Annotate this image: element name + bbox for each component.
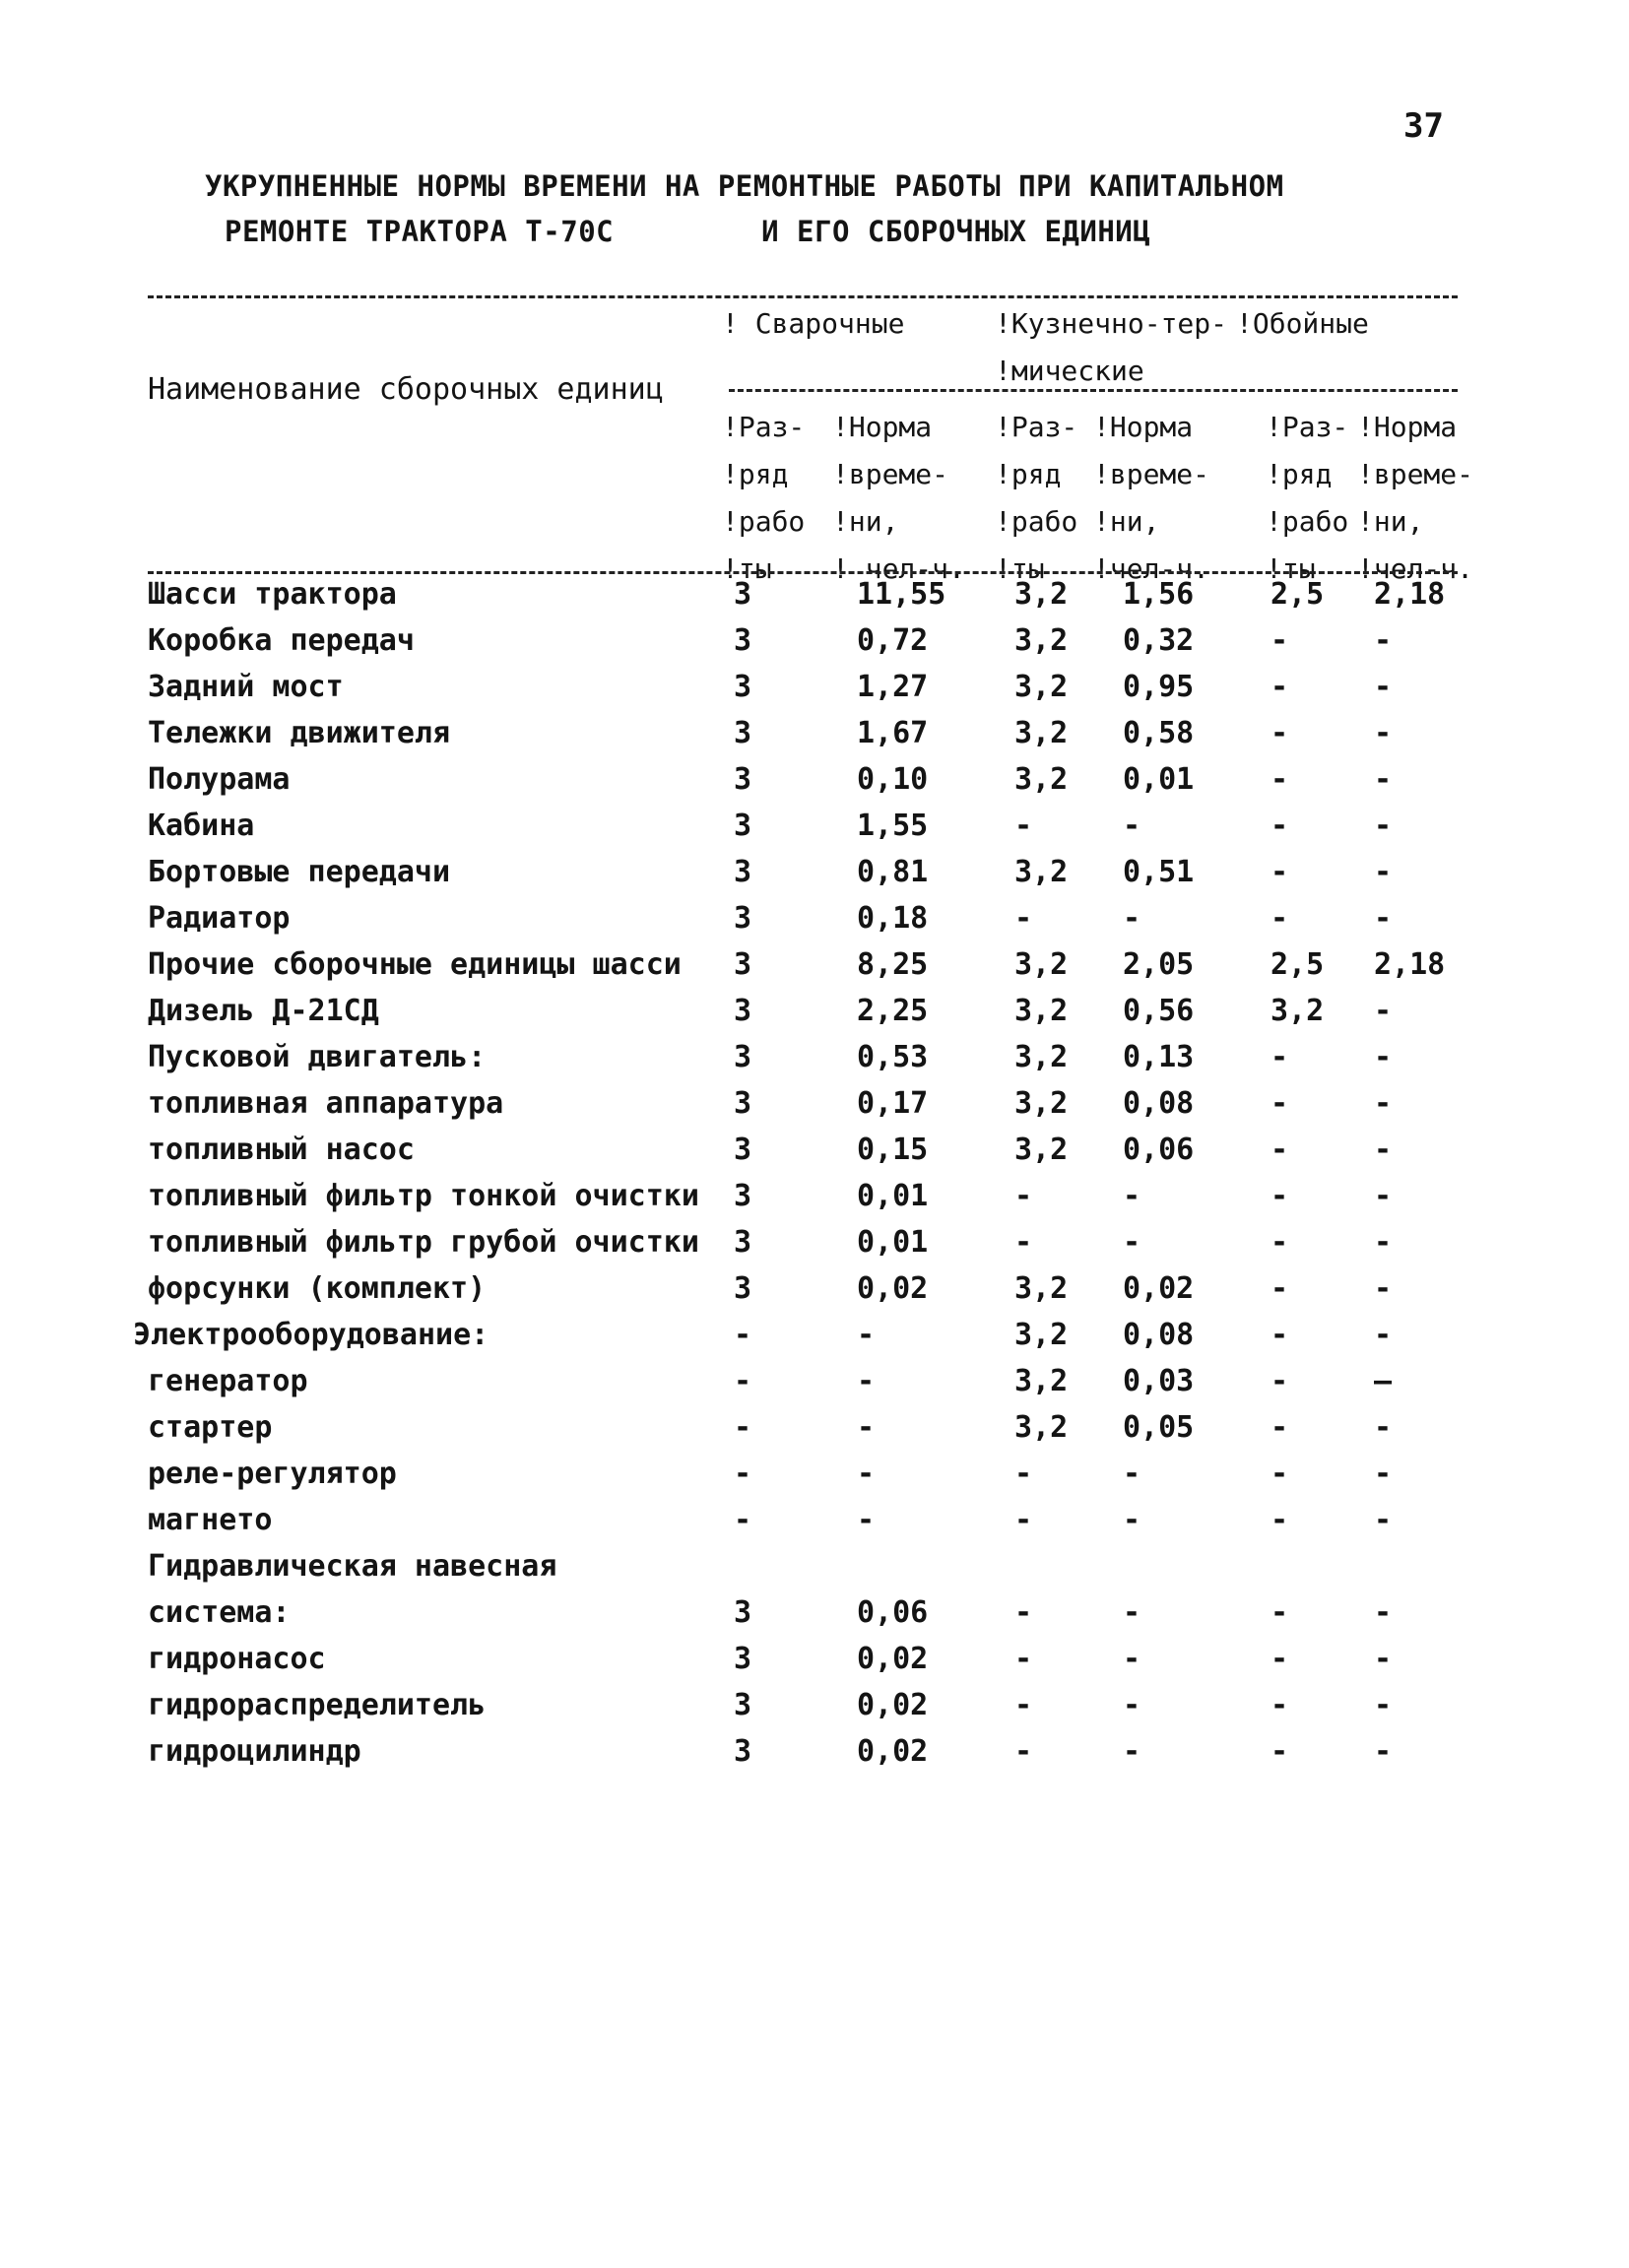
upholstery-grade: 2,5: [1271, 577, 1325, 612]
header-name-column: Наименование сборочных единиц: [148, 372, 664, 407]
forging-grade: 3,2: [1014, 1086, 1069, 1121]
document-title-line2: [225, 215, 1629, 248]
welding-grade: 3: [734, 994, 752, 1028]
upholstery-norm: 2,18: [1374, 577, 1446, 612]
forging-norm: 1,56: [1123, 577, 1195, 612]
forging-grade: 3,2: [1014, 577, 1069, 612]
row-name: Дизель Д-21СД: [148, 994, 379, 1028]
forging-norm: 0,13: [1123, 1040, 1195, 1074]
upholstery-grade: -: [1271, 1410, 1289, 1445]
forging-grade: 3,2: [1014, 762, 1069, 797]
table-row: [0, 901, 1629, 947]
welding-norm: 0,01: [857, 1179, 929, 1213]
table-row: [0, 716, 1629, 762]
forging-norm: 0,32: [1123, 623, 1195, 658]
welding-grade: 3: [734, 809, 752, 843]
forging-grade: 3,2: [1014, 623, 1069, 658]
header-norm-2: !Норма !време- !ни, !чел-ч.: [1093, 411, 1210, 585]
row-name: Бортовые передачи: [148, 855, 451, 889]
table-row: [0, 1086, 1629, 1133]
row-name: Задний мост: [148, 670, 344, 704]
welding-grade: 3: [734, 1179, 752, 1213]
forging-grade: 3,2: [1014, 1040, 1069, 1074]
forging-norm: 0,05: [1123, 1410, 1195, 1445]
upholstery-norm: -: [1374, 716, 1393, 750]
welding-norm: -: [857, 1457, 876, 1491]
welding-grade: -: [734, 1364, 752, 1398]
table-row: [0, 1318, 1629, 1364]
upholstery-grade: -: [1271, 1040, 1289, 1074]
forging-grade: -: [1014, 1503, 1033, 1537]
welding-norm: -: [857, 1318, 876, 1352]
table-row: [0, 623, 1629, 670]
welding-norm: 0,18: [857, 901, 929, 936]
forging-norm: 0,08: [1123, 1086, 1195, 1121]
forging-norm: -: [1123, 1595, 1141, 1630]
table-row: [0, 1364, 1629, 1410]
upholstery-norm: -: [1374, 623, 1393, 658]
welding-norm: 0,02: [857, 1271, 929, 1306]
forging-grade: -: [1014, 1225, 1033, 1260]
welding-grade: 3: [734, 623, 752, 658]
forging-grade: -: [1014, 901, 1033, 936]
table-row: [0, 1595, 1629, 1642]
welding-norm: -: [857, 1364, 876, 1398]
forging-grade: 3,2: [1014, 855, 1069, 889]
row-name: гидрораспределитель: [148, 1688, 487, 1722]
forging-grade: -: [1014, 1179, 1033, 1213]
welding-norm: 0,06: [857, 1595, 929, 1630]
table-row: [0, 1688, 1629, 1734]
forging-norm: 0,01: [1123, 762, 1195, 797]
row-name: реле-регулятор: [148, 1457, 397, 1491]
welding-norm: -: [857, 1410, 876, 1445]
forging-norm: 0,02: [1123, 1271, 1195, 1306]
table-row: [0, 1271, 1629, 1318]
upholstery-grade: -: [1271, 1225, 1289, 1260]
welding-norm: 2,25: [857, 994, 929, 1028]
header-group-rule: [729, 389, 1458, 392]
table-row: [0, 947, 1629, 994]
table-row: [0, 1179, 1629, 1225]
upholstery-norm: -: [1374, 1457, 1393, 1491]
table-row: [0, 670, 1629, 716]
welding-grade: 3: [734, 1271, 752, 1306]
page-number: 37: [1403, 106, 1444, 146]
row-name: магнето: [148, 1503, 273, 1537]
upholstery-norm: -: [1374, 809, 1393, 843]
welding-norm: 0,15: [857, 1133, 929, 1167]
row-name: Тележки движителя: [148, 716, 451, 750]
forging-grade: 3,2: [1014, 716, 1069, 750]
welding-grade: 3: [734, 1595, 752, 1630]
welding-norm: 0,17: [857, 1086, 929, 1121]
row-name: Электрооборудование:: [133, 1318, 489, 1352]
upholstery-norm: -: [1374, 1410, 1393, 1445]
welding-norm: 0,53: [857, 1040, 929, 1074]
row-name: Прочие сборочные единицы шасси: [148, 947, 682, 982]
row-name: Кабина: [148, 809, 255, 843]
forging-norm: 0,06: [1123, 1133, 1195, 1167]
header-norm-1: !Норма !време- !ни, ! чел-ч.: [832, 411, 965, 585]
table-row: [0, 1503, 1629, 1549]
header-grade-2: !Раз- !ряд !рабо !ты: [995, 411, 1078, 585]
forging-grade: -: [1014, 1595, 1033, 1630]
forging-norm: 0,58: [1123, 716, 1195, 750]
welding-norm: 0,02: [857, 1642, 929, 1676]
table-row: [0, 1734, 1629, 1781]
upholstery-grade: -: [1271, 1734, 1289, 1769]
table-row: [0, 577, 1629, 623]
forging-norm: -: [1123, 1688, 1141, 1722]
welding-grade: 3: [734, 1734, 752, 1769]
upholstery-grade: -: [1271, 1133, 1289, 1167]
forging-norm: 0,03: [1123, 1364, 1195, 1398]
forging-grade: 3,2: [1014, 1410, 1069, 1445]
forging-grade: 3,2: [1014, 670, 1069, 704]
upholstery-norm: -: [1374, 1225, 1393, 1260]
welding-norm: -: [857, 1503, 876, 1537]
welding-norm: 11,55: [857, 577, 946, 612]
row-name: топливный фильтр грубой очистки: [148, 1225, 699, 1260]
table-row: [0, 809, 1629, 855]
welding-grade: 3: [734, 1040, 752, 1074]
upholstery-grade: -: [1271, 901, 1289, 936]
welding-grade: 3: [734, 1086, 752, 1121]
row-name: гидронасос: [148, 1642, 326, 1676]
welding-grade: -: [734, 1457, 752, 1491]
header-group-forging-cont: !мические: [995, 355, 1144, 387]
forging-grade: 3,2: [1014, 947, 1069, 982]
welding-norm: 1,67: [857, 716, 929, 750]
welding-grade: 3: [734, 1688, 752, 1722]
forging-grade: 3,2: [1014, 1271, 1069, 1306]
table-row: [0, 762, 1629, 809]
header-grade-1: !Раз- !ряд !рабо !ты: [722, 411, 806, 585]
upholstery-grade: -: [1271, 1688, 1289, 1722]
document-title-line1: УКРУПНЕННЫЕ НОРМЫ ВРЕМЕНИ НА РЕМОНТНЫЕ РАБОТЫ ПРИ КАПИТАЛЬНОМ: [205, 169, 1284, 203]
table-row: [0, 994, 1629, 1040]
upholstery-norm: -: [1374, 1734, 1393, 1769]
row-name: Шасси трактора: [148, 577, 397, 612]
table-row: [0, 1642, 1629, 1688]
welding-norm: 0,02: [857, 1688, 929, 1722]
upholstery-grade: -: [1271, 670, 1289, 704]
header-group-welding: ! Сварочные: [722, 307, 905, 340]
upholstery-grade: -: [1271, 762, 1289, 797]
forging-grade: -: [1014, 1457, 1033, 1491]
welding-grade: 3: [734, 1642, 752, 1676]
row-name: гидроцилиндр: [148, 1734, 361, 1769]
upholstery-grade: -: [1271, 1179, 1289, 1213]
upholstery-norm: -: [1374, 994, 1393, 1028]
upholstery-grade: -: [1271, 1457, 1289, 1491]
row-name: генератор: [148, 1364, 308, 1398]
welding-norm: 0,10: [857, 762, 929, 797]
row-name: топливная аппаратура: [148, 1086, 504, 1121]
forging-norm: -: [1123, 1642, 1141, 1676]
forging-grade: -: [1014, 1734, 1033, 1769]
upholstery-grade: -: [1271, 623, 1289, 658]
row-name: Пусковой двигатель:: [148, 1040, 487, 1074]
welding-grade: 3: [734, 716, 752, 750]
upholstery-norm: -: [1374, 1271, 1393, 1306]
upholstery-grade: -: [1271, 855, 1289, 889]
header-group-upholstery: !Обойные: [1236, 307, 1369, 340]
upholstery-norm: -: [1374, 855, 1393, 889]
upholstery-norm: —: [1374, 1364, 1393, 1398]
row-name: топливный насос: [148, 1133, 415, 1167]
upholstery-norm: -: [1374, 1503, 1393, 1537]
row-name: форсунки (комплект): [148, 1271, 487, 1306]
row-name: Радиатор: [148, 901, 291, 936]
table-body: [0, 577, 1629, 1781]
row-name: топливный фильтр тонкой очистки: [148, 1179, 699, 1213]
forging-grade: -: [1014, 809, 1033, 843]
table-row: [0, 1410, 1629, 1457]
title-part-b: И ЕГО СБОРОЧНЫХ ЕДИНИЦ: [761, 215, 1151, 248]
welding-norm: 0,81: [857, 855, 929, 889]
welding-grade: 3: [734, 947, 752, 982]
welding-norm: 0,02: [857, 1734, 929, 1769]
header-grade-3: !Раз- !ряд !рабо !ты: [1266, 411, 1349, 585]
forging-norm: -: [1123, 1179, 1141, 1213]
table-row: [0, 1549, 1629, 1595]
welding-norm: 0,72: [857, 623, 929, 658]
header-group-forging: !Кузнечно-тер-: [995, 307, 1228, 340]
welding-norm: 1,27: [857, 670, 929, 704]
forging-grade: 3,2: [1014, 1364, 1069, 1398]
forging-grade: 3,2: [1014, 994, 1069, 1028]
upholstery-grade: -: [1271, 1086, 1289, 1121]
upholstery-grade: -: [1271, 1642, 1289, 1676]
forging-norm: -: [1123, 1225, 1141, 1260]
table-top-rule: [148, 295, 1458, 298]
header-bottom-rule: [148, 571, 1458, 574]
row-name: стартер: [148, 1410, 273, 1445]
upholstery-norm: -: [1374, 1688, 1393, 1722]
upholstery-norm: -: [1374, 1642, 1393, 1676]
welding-norm: 8,25: [857, 947, 929, 982]
welding-grade: -: [734, 1503, 752, 1537]
upholstery-norm: -: [1374, 1086, 1393, 1121]
row-name: система:: [148, 1595, 291, 1630]
welding-grade: 3: [734, 1225, 752, 1260]
forging-norm: 0,51: [1123, 855, 1195, 889]
upholstery-grade: -: [1271, 1318, 1289, 1352]
upholstery-norm: -: [1374, 1318, 1393, 1352]
upholstery-grade: 3,2: [1271, 994, 1325, 1028]
forging-norm: -: [1123, 809, 1141, 843]
forging-grade: -: [1014, 1688, 1033, 1722]
welding-grade: 3: [734, 762, 752, 797]
row-name: Коробка передач: [148, 623, 415, 658]
upholstery-grade: -: [1271, 1503, 1289, 1537]
header-norm-3: !Норма !време- !ни, !чел-ч.: [1357, 411, 1474, 585]
upholstery-grade: -: [1271, 1364, 1289, 1398]
forging-norm: -: [1123, 1503, 1141, 1537]
table-row: [0, 855, 1629, 901]
table-row: [0, 1040, 1629, 1086]
row-name: Полурама: [148, 762, 291, 797]
forging-grade: 3,2: [1014, 1133, 1069, 1167]
upholstery-norm: -: [1374, 1595, 1393, 1630]
upholstery-norm: 2,18: [1374, 947, 1446, 982]
forging-norm: 2,05: [1123, 947, 1195, 982]
welding-norm: 0,01: [857, 1225, 929, 1260]
welding-grade: -: [734, 1318, 752, 1352]
table-row: [0, 1133, 1629, 1179]
forging-norm: 0,08: [1123, 1318, 1195, 1352]
upholstery-grade: -: [1271, 1271, 1289, 1306]
welding-grade: 3: [734, 855, 752, 889]
forging-norm: -: [1123, 1457, 1141, 1491]
welding-grade: 3: [734, 901, 752, 936]
upholstery-grade: 2,5: [1271, 947, 1325, 982]
welding-grade: 3: [734, 1133, 752, 1167]
row-name: Гидравлическая навесная: [148, 1549, 557, 1584]
welding-grade: -: [734, 1410, 752, 1445]
upholstery-grade: -: [1271, 716, 1289, 750]
forging-norm: -: [1123, 1734, 1141, 1769]
welding-grade: 3: [734, 670, 752, 704]
forging-grade: -: [1014, 1642, 1033, 1676]
forging-norm: -: [1123, 901, 1141, 936]
forging-grade: 3,2: [1014, 1318, 1069, 1352]
welding-norm: 1,55: [857, 809, 929, 843]
upholstery-grade: -: [1271, 1595, 1289, 1630]
upholstery-grade: -: [1271, 809, 1289, 843]
upholstery-norm: -: [1374, 1179, 1393, 1213]
upholstery-norm: -: [1374, 901, 1393, 936]
forging-norm: 0,56: [1123, 994, 1195, 1028]
upholstery-norm: -: [1374, 670, 1393, 704]
forging-norm: 0,95: [1123, 670, 1195, 704]
upholstery-norm: -: [1374, 1040, 1393, 1074]
upholstery-norm: -: [1374, 1133, 1393, 1167]
title-part-a: РЕМОНТЕ ТРАКТОРА Т-70С: [225, 215, 615, 248]
table-row: [0, 1457, 1629, 1503]
table-row: [0, 1225, 1629, 1271]
welding-grade: 3: [734, 577, 752, 612]
upholstery-norm: -: [1374, 762, 1393, 797]
